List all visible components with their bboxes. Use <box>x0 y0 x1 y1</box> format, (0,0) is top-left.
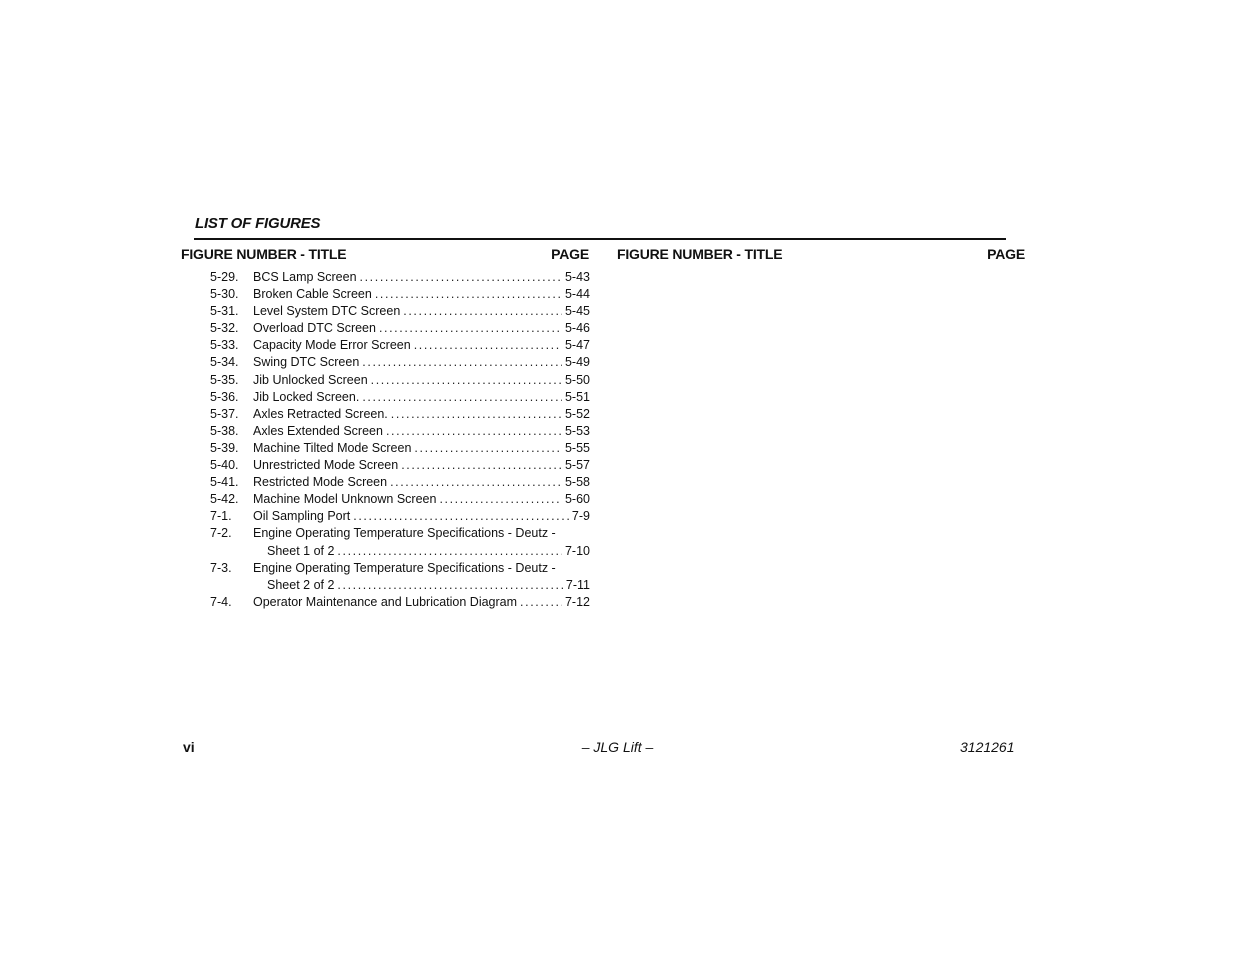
figure-number: 5-41. <box>210 475 239 490</box>
dot-leader <box>353 508 569 525</box>
figure-page: 5-60 <box>564 492 590 507</box>
footer-page-number: vi <box>183 739 195 755</box>
figure-page: 5-53 <box>564 423 590 438</box>
figure-entry <box>210 440 590 457</box>
figure-number: 7-3. <box>210 560 232 575</box>
column-header-left <box>181 246 589 262</box>
figure-title: Jib Locked Screen. <box>253 389 360 404</box>
figure-title: Swing DTC Screen <box>253 355 360 370</box>
column-header-right <box>617 246 1025 262</box>
page-title: LIST OF FIGURES <box>195 215 321 232</box>
figure-number: 5-32. <box>210 321 239 336</box>
dot-leader <box>520 594 562 611</box>
figure-title: Level System DTC Screen <box>253 304 401 319</box>
figure-entry <box>210 525 590 559</box>
dot-leader <box>375 286 562 303</box>
figure-entry <box>210 491 590 508</box>
figure-page: 5-52 <box>564 406 590 421</box>
figure-title: Unrestricted Mode Screen <box>253 458 399 473</box>
figure-page: 7-10 <box>564 543 590 558</box>
figure-title: Broken Cable Screen <box>253 287 372 302</box>
figure-title: Sheet 2 of 2 <box>267 577 335 592</box>
figure-number: 5-29. <box>210 270 239 284</box>
dot-leader <box>414 440 562 457</box>
figure-entry <box>210 269 590 286</box>
dot-leader <box>403 303 562 320</box>
figure-title: BCS Lamp Screen <box>253 270 357 284</box>
figure-page: 5-49 <box>564 355 590 370</box>
figure-title: Machine Tilted Mode Screen <box>253 440 412 455</box>
figure-page: 7-11 <box>565 577 590 592</box>
dot-leader <box>439 491 562 508</box>
figure-title: Axles Retracted Screen. <box>253 406 388 421</box>
figure-title: Operator Maintenance and Lubrication Diagram <box>253 594 518 609</box>
figure-number: 5-33. <box>210 338 239 353</box>
figure-number: 5-34. <box>210 355 239 370</box>
figure-number: 5-30. <box>210 287 239 302</box>
figure-number: 5-35. <box>210 372 239 387</box>
dot-leader <box>390 474 562 491</box>
dot-leader <box>337 543 562 560</box>
figure-entry <box>210 508 590 525</box>
figure-title: Machine Model Unknown Screen <box>253 492 437 507</box>
figure-page: 5-44 <box>564 287 590 302</box>
figure-entry <box>210 474 590 491</box>
figure-entry <box>210 372 590 389</box>
figure-number: 5-36. <box>210 389 239 404</box>
footer-center-text: – JLG Lift – <box>581 739 654 755</box>
figure-page: 5-43 <box>564 270 590 284</box>
figure-page: 5-47 <box>564 338 590 353</box>
dot-leader <box>371 372 562 389</box>
figure-number: 5-42. <box>210 492 239 507</box>
figure-number: 7-1. <box>210 509 232 524</box>
figure-entry <box>210 303 590 320</box>
figure-title: Oil Sampling Port <box>253 509 351 524</box>
figure-entry <box>210 354 590 371</box>
figure-number: 5-31. <box>210 304 239 319</box>
figure-title: Engine Operating Temperature Specifications - Deutz - <box>253 526 556 541</box>
figure-page: 5-57 <box>564 458 590 473</box>
figure-page: 7-9 <box>571 509 590 524</box>
figure-title: Axles Extended Screen <box>253 423 383 438</box>
dot-leader <box>379 320 562 337</box>
figure-title: Capacity Mode Error Screen <box>253 338 411 353</box>
dot-leader <box>386 423 562 440</box>
figure-number: 7-4. <box>210 594 232 609</box>
figure-entry <box>210 337 590 354</box>
dot-leader <box>401 457 562 474</box>
figure-title: Overload DTC Screen <box>253 321 376 336</box>
figure-number: 5-37. <box>210 406 239 421</box>
dot-leader <box>414 337 562 354</box>
figure-entry <box>210 389 590 406</box>
figure-entry <box>210 594 590 611</box>
figure-page: 5-55 <box>564 440 590 455</box>
figure-number: 7-2. <box>210 526 232 541</box>
figure-entry <box>210 406 590 423</box>
figure-number: 5-40. <box>210 458 239 473</box>
figure-entry <box>210 286 590 303</box>
dot-leader <box>362 389 562 406</box>
dot-leader <box>362 354 562 371</box>
figure-entry <box>210 320 590 337</box>
dot-leader <box>360 269 562 286</box>
figure-title: Jib Unlocked Screen <box>253 372 368 387</box>
column-page-label-left: PAGE <box>551 246 589 262</box>
figure-entry <box>210 423 590 440</box>
column-title-left: FIGURE NUMBER - TITLE <box>181 246 347 262</box>
figure-number: 5-39. <box>210 440 239 455</box>
figure-page: 5-46 <box>564 321 590 336</box>
dot-leader <box>391 406 562 423</box>
title-rule <box>194 238 1006 240</box>
figure-page: 5-45 <box>564 304 590 319</box>
figure-title: Restricted Mode Screen <box>253 475 388 490</box>
figure-page: 5-50 <box>564 372 590 387</box>
figure-page: 7-12 <box>564 594 590 609</box>
figure-title: Sheet 1 of 2 <box>267 543 335 558</box>
figure-title: Engine Operating Temperature Specifications - Deutz - <box>253 560 556 575</box>
dot-leader <box>337 577 562 594</box>
figure-list <box>210 269 590 611</box>
footer-doc-number: 3121261 <box>960 739 1015 755</box>
figure-number: 5-38. <box>210 423 239 438</box>
column-page-label-right: PAGE <box>987 246 1025 262</box>
column-title-right: FIGURE NUMBER - TITLE <box>617 246 783 262</box>
figure-page: 5-58 <box>564 475 590 490</box>
figure-entry <box>210 560 590 594</box>
figure-entry <box>210 457 590 474</box>
figure-page: 5-51 <box>564 389 590 404</box>
